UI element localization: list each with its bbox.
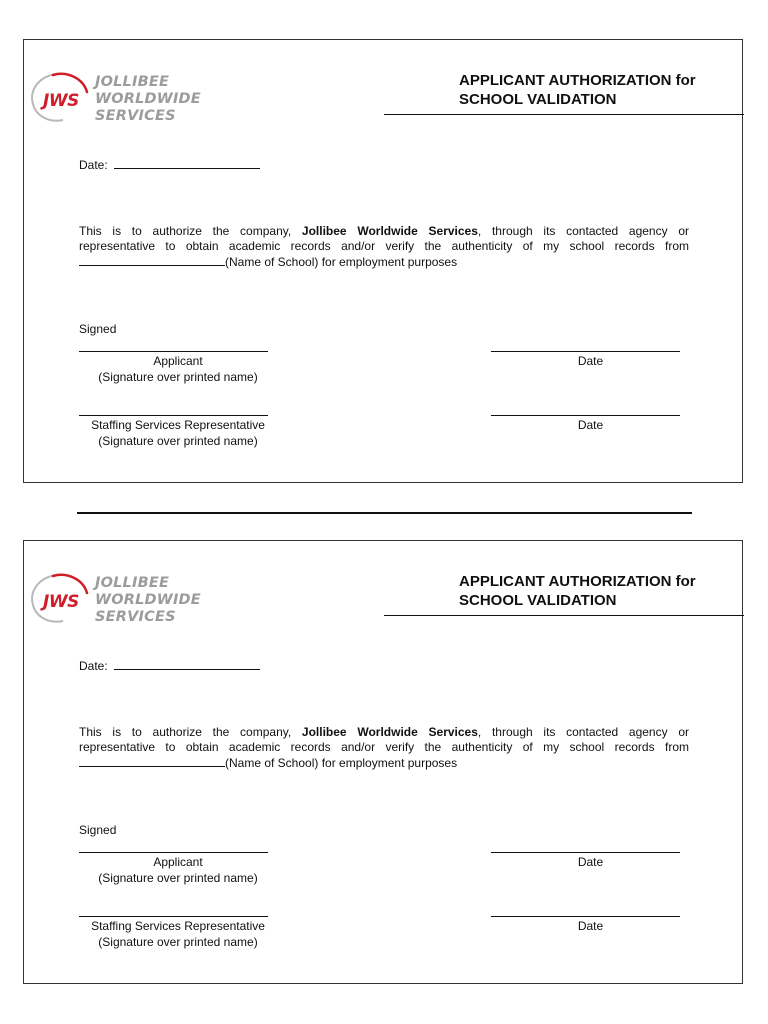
form-title-line-2: SCHOOL VALIDATION [459,91,617,108]
applicant-label-block [79,353,277,385]
logo-line-3: SERVICES [95,108,176,124]
rep-date-label: Date [577,919,604,933]
rep-signature-note: (Signature over printed name) [98,935,258,949]
body-line-2: representative to obtain academic records and/or verify the authenticity of my school records from [79,740,689,754]
rep-label-block [79,417,277,449]
rep-signature-line[interactable] [79,415,268,416]
rep-label: Staffing Services Representative [91,919,265,933]
signed-label: Signed [79,322,117,336]
authorization-text [79,725,689,771]
body-line-1-post: , through its contacted agency or [477,725,690,739]
form-title [459,572,744,610]
logo-line-1: JOLLIBEE [95,74,170,90]
rep-date-line[interactable] [491,415,680,416]
applicant-signature-line[interactable] [79,852,268,853]
body-line-1-pre: This is to authorize the company, [79,224,302,238]
school-name-blank-field[interactable] [79,755,225,767]
applicant-label-block [79,854,277,886]
logo-wordmark [95,575,201,626]
date-label: Date: [79,659,108,673]
applicant-label: Applicant [153,354,203,368]
authorization-form-1 [23,39,743,483]
applicant-date-label: Date [577,855,604,869]
body-line-3 [79,755,689,771]
signed-label: Signed [79,823,117,837]
date-blank-field[interactable] [114,157,260,169]
title-underline [384,114,744,115]
applicant-signature-line[interactable] [79,351,268,352]
school-name-blank-field[interactable] [79,254,225,266]
form-title-line-2: SCHOOL VALIDATION [459,592,617,609]
rep-label: Staffing Services Representative [91,418,265,432]
logo-line-2: WORLDWIDE [95,91,201,107]
applicant-signature-note: (Signature over printed name) [98,370,258,384]
applicant-date-line[interactable] [491,852,680,853]
logo-line-2: WORLDWIDE [95,592,201,608]
applicant-label: Applicant [153,855,203,869]
logo-line-1: JOLLIBEE [95,575,170,591]
body-line-2: representative to obtain academic records and/or verify the authenticity of my school records from [79,239,689,253]
rep-date-label: Date [577,418,604,432]
logo-mark-text: JWS [43,91,79,111]
form-title-line-1: APPLICANT AUTHORIZATION for [459,72,696,89]
body-line-1 [79,224,689,239]
jws-logo [27,571,207,627]
company-name: Jollibee Worldwide Services [301,224,478,238]
rep-label-block [79,918,277,950]
rep-signature-note: (Signature over printed name) [98,434,258,448]
date-label: Date: [79,158,108,172]
rep-signature-line[interactable] [79,916,268,917]
company-name: Jollibee Worldwide Services [301,725,478,739]
cut-separator-line [77,512,692,514]
logo-mark-text: JWS [43,592,79,612]
date-blank-field[interactable] [114,658,260,670]
body-line-3 [79,254,689,270]
title-underline [384,615,744,616]
jws-logo [27,70,207,126]
body-line-1 [79,725,689,740]
applicant-date-line[interactable] [491,351,680,352]
authorization-text [79,224,689,270]
form-title-line-1: APPLICANT AUTHORIZATION for [459,573,696,590]
logo-wordmark [95,74,201,125]
form-title [459,71,744,109]
date-row [79,157,260,172]
logo-line-3: SERVICES [95,609,176,625]
rep-date-line[interactable] [491,916,680,917]
body-line-3-text: (Name of School) for employment purposes [225,255,458,269]
authorization-form-2 [23,540,743,984]
body-line-3-text: (Name of School) for employment purposes [225,756,458,770]
date-row [79,658,260,673]
body-line-1-post: , through its contacted agency or [477,224,690,238]
body-line-1-pre: This is to authorize the company, [79,725,302,739]
applicant-date-label: Date [577,354,604,368]
applicant-signature-note: (Signature over printed name) [98,871,258,885]
